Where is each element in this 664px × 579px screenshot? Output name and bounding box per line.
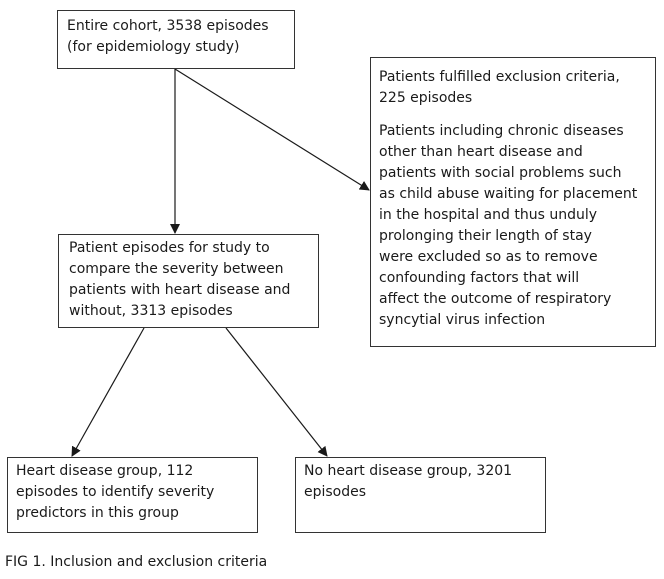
exclusion-body-line-2: other than heart disease and xyxy=(379,144,583,160)
study-line-2: compare the severity between xyxy=(69,261,284,277)
exclusion-body-line-7: were excluded so as to remove xyxy=(379,249,598,265)
arrow-study-to-noheart xyxy=(226,328,327,456)
exclusion-header-line-2: 225 episodes xyxy=(379,90,473,106)
cohort-line-2: (for epidemiology study) xyxy=(67,39,240,55)
exclusion-spacer xyxy=(379,109,647,121)
heart-line-3: predictors in this group xyxy=(16,505,179,521)
noheart-line-1: No heart disease group, 3201 xyxy=(304,463,513,479)
heart-line-2: episodes to identify severity xyxy=(16,484,215,500)
no-heart-disease-box xyxy=(295,457,546,533)
exclusion-body-line-4: as child abuse waiting for placement xyxy=(379,186,638,202)
exclusion-body-line-6: prolonging their length of stay xyxy=(379,228,592,244)
heart-disease-box xyxy=(7,457,258,533)
exclusion-header-line-1: Patients fulfilled exclusion criteria, xyxy=(379,69,620,85)
exclusion-box xyxy=(370,57,656,347)
exclusion-body-line-8: confounding factors that will xyxy=(379,270,580,286)
exclusion-body-line-9: affect the outcome of respiratory xyxy=(379,291,612,307)
cohort-box xyxy=(57,10,295,69)
study-line-3: patients with heart disease and xyxy=(69,282,291,298)
study-box xyxy=(58,234,319,328)
arrow-cohort-to-exclusion xyxy=(175,69,369,190)
figure-caption: FIG 1. Inclusion and exclusion criteria xyxy=(5,554,268,570)
study-line-4: without, 3313 episodes xyxy=(69,303,233,319)
noheart-line-2: episodes xyxy=(304,484,367,500)
exclusion-body-line-5: in the hospital and thus unduly xyxy=(379,207,598,223)
cohort-line-1: Entire cohort, 3538 episodes xyxy=(67,18,269,34)
study-line-1: Patient episodes for study to xyxy=(69,240,270,256)
exclusion-body-line-10: syncytial virus infection xyxy=(379,312,546,328)
heart-line-1: Heart disease group, 112 xyxy=(16,463,194,479)
exclusion-body-line-1: Patients including chronic diseases xyxy=(379,123,624,139)
exclusion-body-line-3: patients with social problems such xyxy=(379,165,622,181)
arrow-study-to-heart xyxy=(72,328,144,456)
